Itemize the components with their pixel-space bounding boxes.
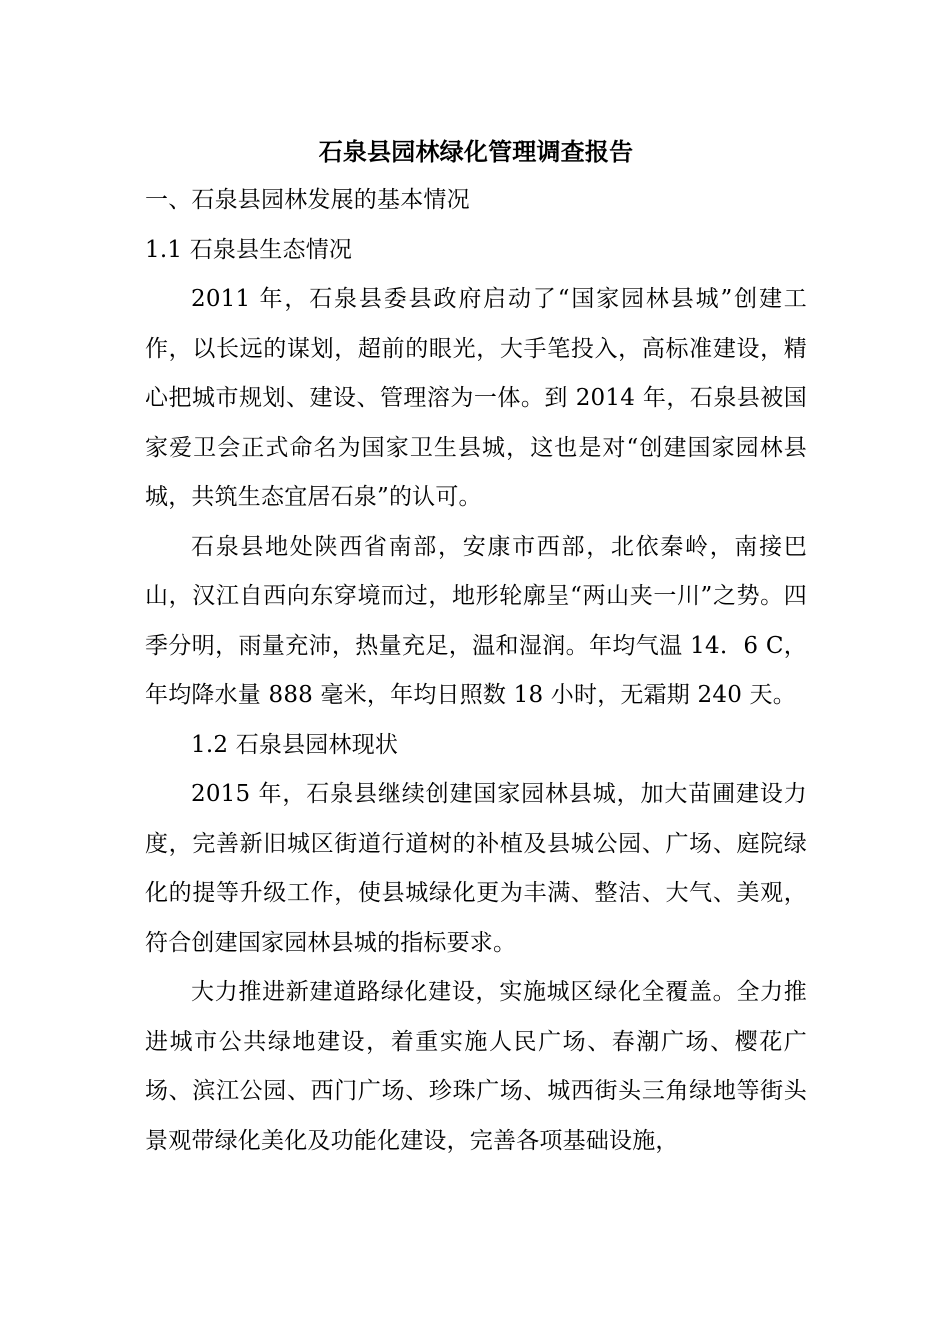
document-body xyxy=(145,128,807,1166)
section-heading-1: 一、石泉县园林发展的基本情况 xyxy=(145,187,470,213)
subsection-heading-1-1: 1.1 石泉县生态情况 xyxy=(145,236,353,263)
paragraph-4: 大力推进新建道路绿化建设，实施城区绿化全覆盖。全力推进城市公共绿地建设，着重实施人民广场、春潮广场、樱花广场、滨江公园、西门广场、珍珠广场、城西街头三角绿地等街头景观带绿化美化及功能化建设，完善各项基础设施， xyxy=(145,979,807,1154)
paragraph-1: 2011 年，石泉县委县政府启动了“国家园林县城”创建工作，以长远的谋划，超前的眼光，大手笔投入，高标准建设，精心把城市规划、建设、管理溶为一体。到 2014 年，石泉县被国家爱卫会正式命名为国家卫生县城，这也是对“创建国家园林县城，共筑生态宜居石泉”的认可。 xyxy=(145,286,807,510)
subsection-heading-1-2: 1.2 石泉县园林现状 xyxy=(191,731,399,758)
document-title: 石泉县园林绿化管理调查报告 xyxy=(318,137,634,166)
paragraph-3: 2015 年，石泉县继续创建国家园林县城，加大苗圃建设力度，完善新旧城区街道行道树的补植及县城公园、广场、庭院绿化的提等升级工作，使县城绿化更为丰满、整洁、大气、美观，符合创建国家园林县城的指标要求。 xyxy=(145,781,807,956)
paragraph-2: 石泉县地处陕西省南部，安康市西部，北依秦岭，南接巴山，汉江自西向东穿境而过，地形轮廓呈“两山夹一川”之势。四季分明，雨量充沛，热量充足，温和湿润。年均气温 14．6 C，年均降水量 888 毫米，年均日照数 18 小时，无霜期 240 天。 xyxy=(145,533,807,708)
